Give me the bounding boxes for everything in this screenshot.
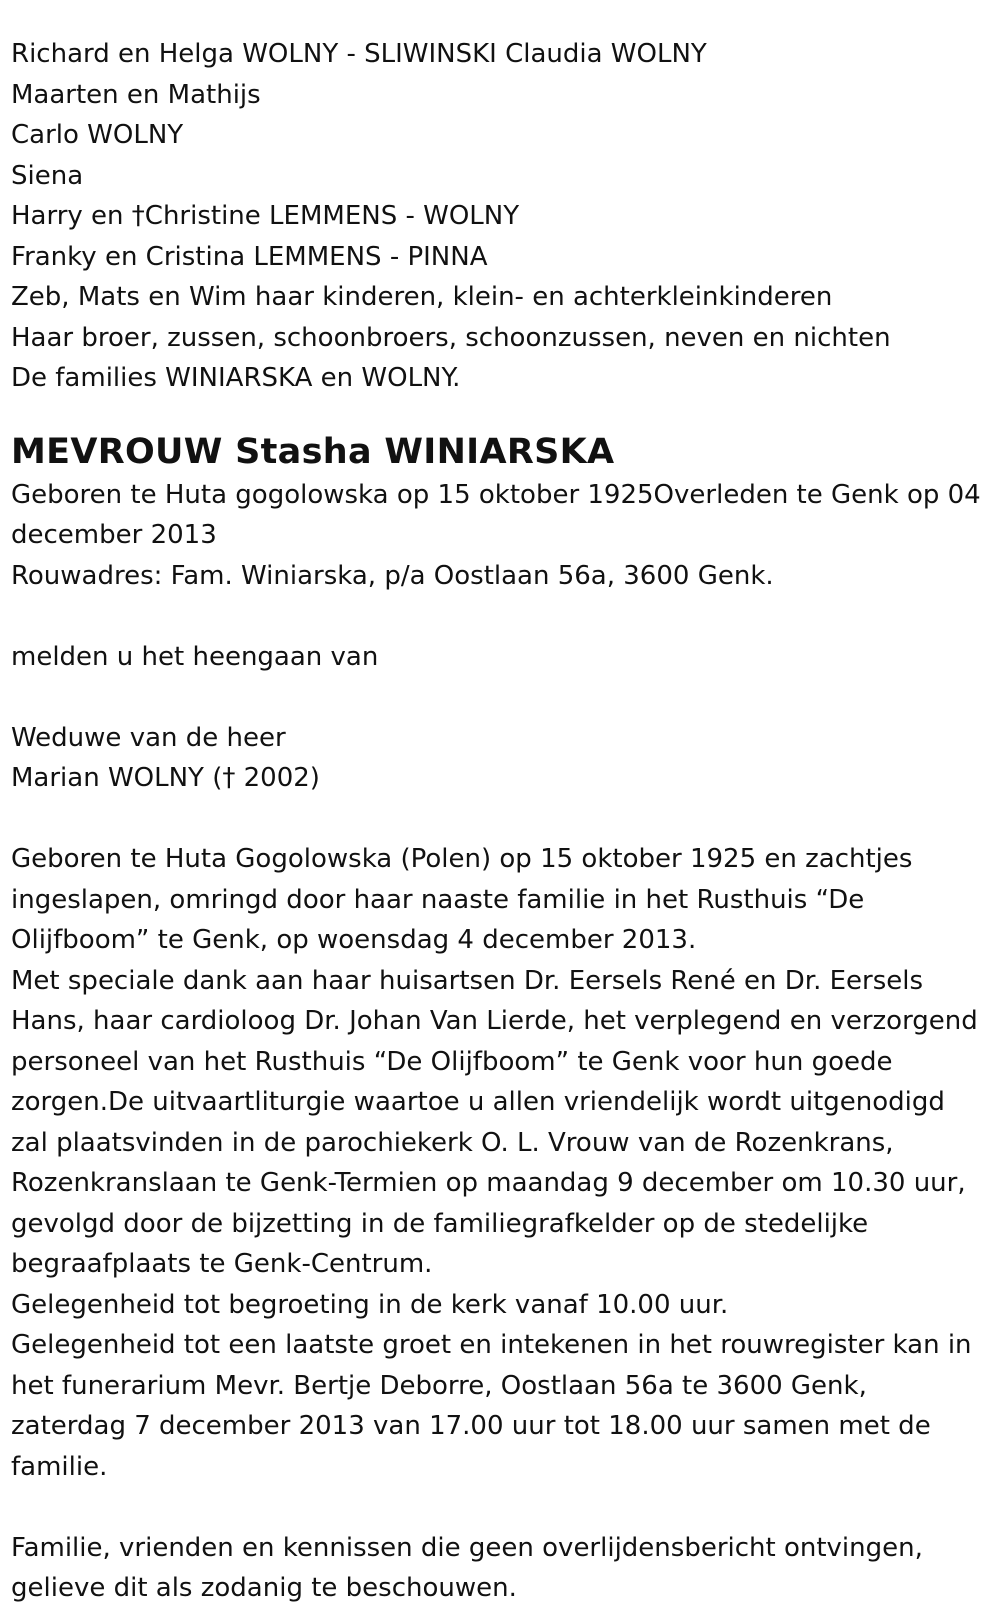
mourning-address: Rouwadres: Fam. Winiarska, p/a Oostlaan 56a, 3600 Genk. xyxy=(11,560,774,591)
family-line: Zeb, Mats en Wim haar kinderen, klein- en achterkleinkinderen xyxy=(11,282,833,312)
family-line: Franky en Cristina LEMMENS - PINNA xyxy=(11,241,488,272)
body-paragraph: Gelegenheid tot een laatste groet en intekenen in het rouwregister kan in het funerarium Mevr. Bertje Deborre, Oostlaan 56a te 3600 Genk, zaterdag 7 december 2013 van 17.00 uur tot 18.00 uur samen met de familie. xyxy=(11,1330,972,1482)
body-paragraph: Geboren te Huta Gogolowska (Polen) op 15 oktober 1925 en zachtjes ingeslapen, omringd door haar naaste familie in het Rusthuis “De Olijfboom” te Genk, op woensdag 4 december 2013. xyxy=(11,844,913,955)
family-line: Carlo WOLNY xyxy=(11,120,184,150)
obituary-body xyxy=(11,839,980,1487)
family-line: Harry en †Christine LEMMENS - WOLNY xyxy=(11,201,520,231)
family-line: Richard en Helga WOLNY - SLIWINSKI Claudia WOLNY xyxy=(11,39,707,69)
family-list xyxy=(11,34,980,399)
announcement-text: melden u het heengaan van xyxy=(11,641,379,672)
family-line: Maarten en Mathijs xyxy=(11,79,261,110)
closing-text: Familie, vrienden en kennissen die geen overlijdensbericht ontvingen, gelieve dit als zodanig te beschouwen. xyxy=(11,1532,923,1603)
born-died-line: Geboren te Huta gogolowska op 15 oktober 1925Overleden te Genk op 04 december 2013 xyxy=(11,479,981,550)
family-line: De families WINIARSKA en WOLNY. xyxy=(11,363,461,393)
body-paragraph: Met speciale dank aan haar huisartsen Dr. Eersels René en Dr. Eersels Hans, haar cardioloog Dr. Johan Van Lierde, het verplegend en verzorgend personeel van het Rusthuis “De Olijfboom” te Genk voor hun goede zorgen.De uitvaartliturgie waartoe u allen vriendelijk wordt uitgenodigd zal plaatsvinden in de parochiekerk O. L. Vrouw van de Rozenkrans, Rozenkranslaan te Genk-Termien op maandag 9 december om 10.30 uur, gevolgd door de bijzetting in de familiegrafkelder op de stedelijke begraafplaats te Genk-Centrum. xyxy=(11,965,978,1279)
deceased-title: MEVROUW Stasha WINIARSKA xyxy=(11,431,615,472)
body-paragraph: Gelegenheid tot begroeting in de kerk vanaf 10.00 uur. xyxy=(11,1289,729,1320)
widow-line: Weduwe van de heer xyxy=(11,722,286,753)
spouse-name: Marian WOLNY († 2002) xyxy=(11,763,320,793)
family-line: Haar broer, zussen, schoonbroers, schoonzussen, neven en nichten xyxy=(11,322,891,353)
family-line: Siena xyxy=(11,160,84,191)
